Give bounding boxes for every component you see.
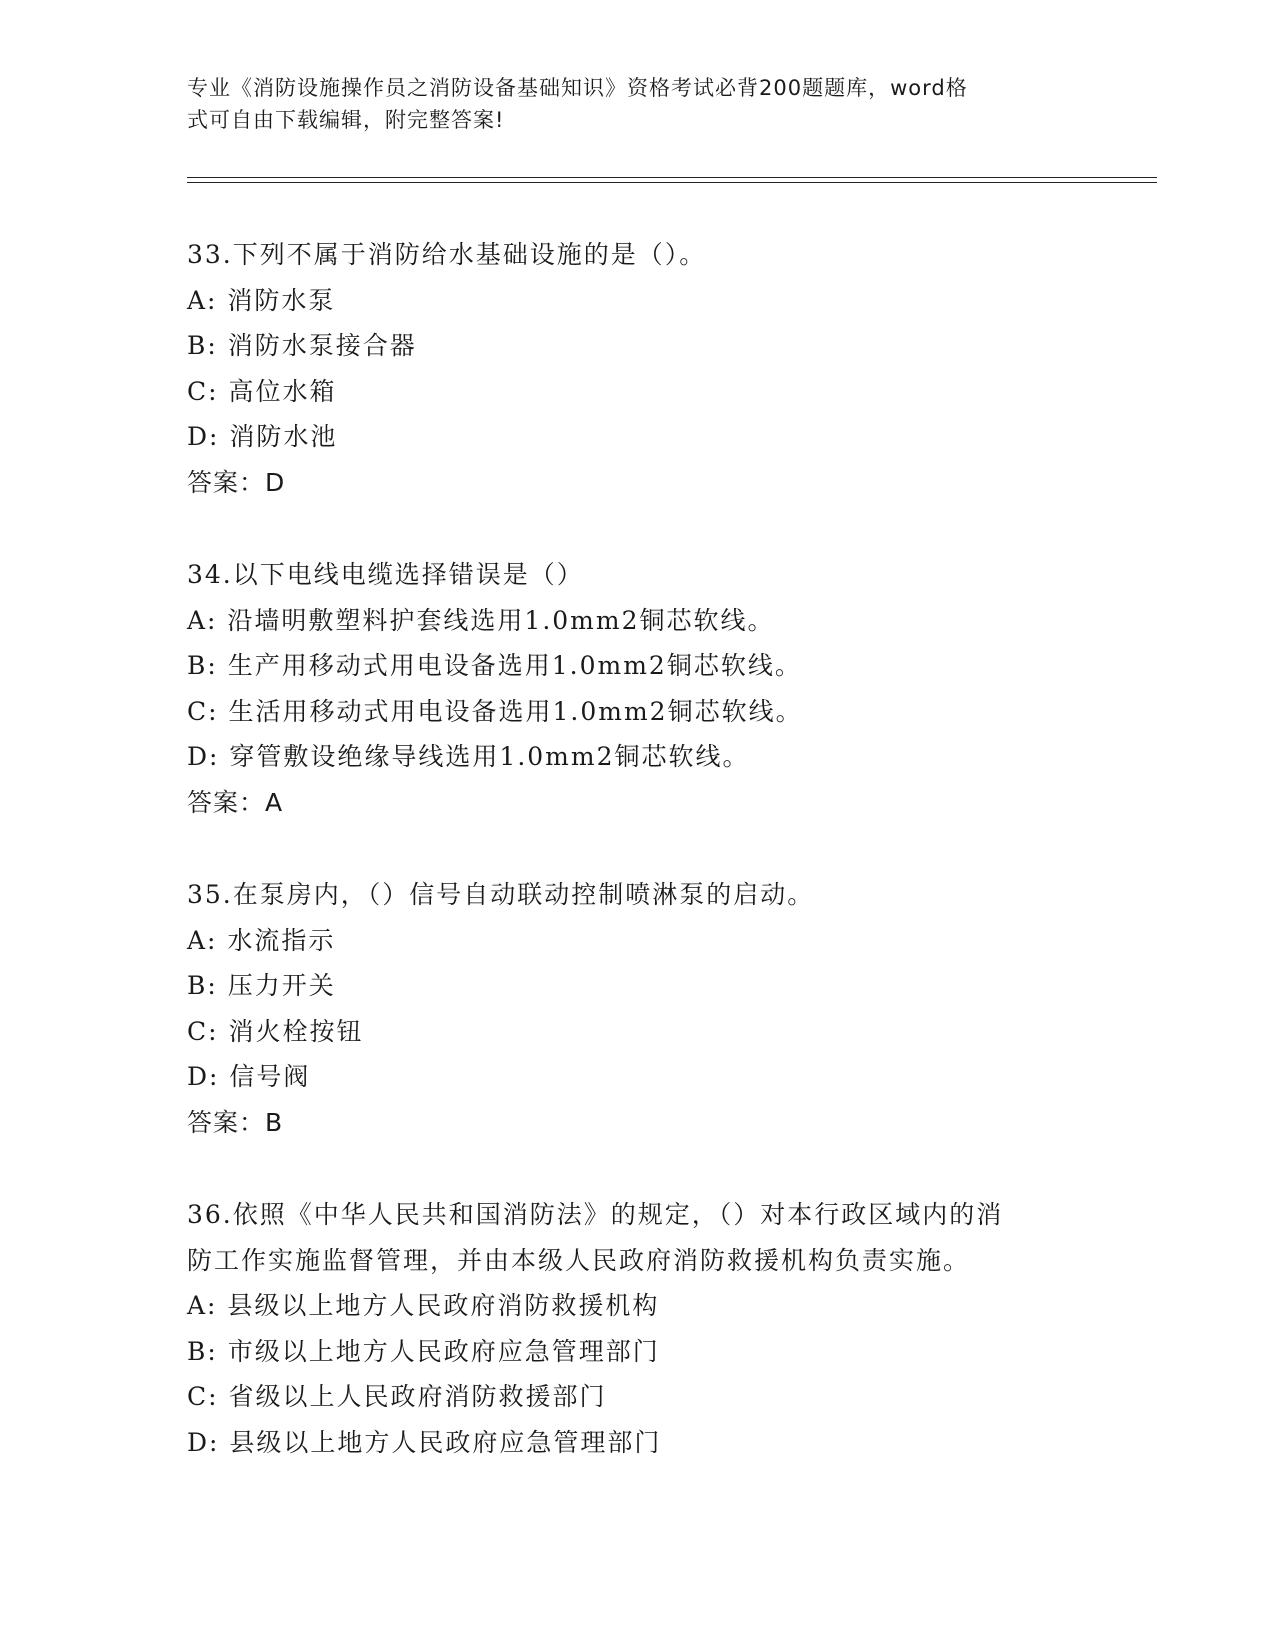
option-c: C: 生活用移动式用电设备选用1.0mm2铜芯软线。: [187, 696, 803, 726]
question-stem-line-2: 防工作实施监督管理，并由本级人民政府消防救援机构负责实施。: [187, 1245, 971, 1275]
question-stem: 34.以下电线电缆选择错误是（）: [187, 560, 584, 589]
option-a: A: 沿墙明敷塑料护套线选用1.0mm2铜芯软线。: [187, 605, 775, 635]
option-b: B: 生产用移动式用电设备选用1.0mm2铜芯软线。: [187, 651, 802, 680]
option-c: C: 省级以上人民政府消防救援部门: [187, 1382, 607, 1411]
question-stem-line-1: 36.依照《中华人民共和国消防法》的规定，（）对本行政区域内的消: [187, 1200, 1004, 1229]
question-stem: 35.在泵房内，（）信号自动联动控制喷淋泵的启动。: [187, 880, 815, 909]
answer: 答案：A: [187, 787, 284, 817]
header-line-2: 式可自由下载编辑，附完整答案!: [187, 108, 505, 132]
header-line-1: 专业《消防设施操作员之消防设备基础知识》资格考试必背200题题库，word格: [187, 76, 968, 100]
option-c: C: 高位水箱: [187, 376, 337, 406]
option-a: A: 水流指示: [187, 925, 336, 955]
header-divider-top: [187, 177, 1157, 178]
question-stem: 33.下列不属于消防给水基础设施的是（）。: [187, 240, 707, 269]
option-b: B: 压力开关: [187, 971, 336, 1000]
option-d: D: 县级以上地方人民政府应急管理部门: [187, 1427, 662, 1457]
option-d: D: 信号阀: [187, 1062, 311, 1091]
option-d: D: 消防水池: [187, 422, 338, 451]
question-34: [187, 552, 1087, 825]
document-header: [187, 72, 1087, 136]
question-35: [187, 872, 1087, 1145]
option-a: A: 消防水泵: [187, 285, 336, 315]
question-33: [187, 232, 1087, 505]
answer: 答案：B: [187, 1107, 284, 1137]
option-b: B: 市级以上地方人民政府应急管理部门: [187, 1336, 660, 1366]
option-a: A: 县级以上地方人民政府消防救援机构: [187, 1291, 660, 1320]
header-divider-bottom: [187, 182, 1157, 183]
option-c: C: 消火栓按钮: [187, 1016, 364, 1046]
option-d: D: 穿管敷设绝缘导线选用1.0mm2铜芯软线。: [187, 742, 750, 771]
option-b: B: 消防水泵接合器: [187, 331, 417, 360]
answer: 答案：D: [187, 467, 286, 497]
question-36: [187, 1192, 1087, 1465]
